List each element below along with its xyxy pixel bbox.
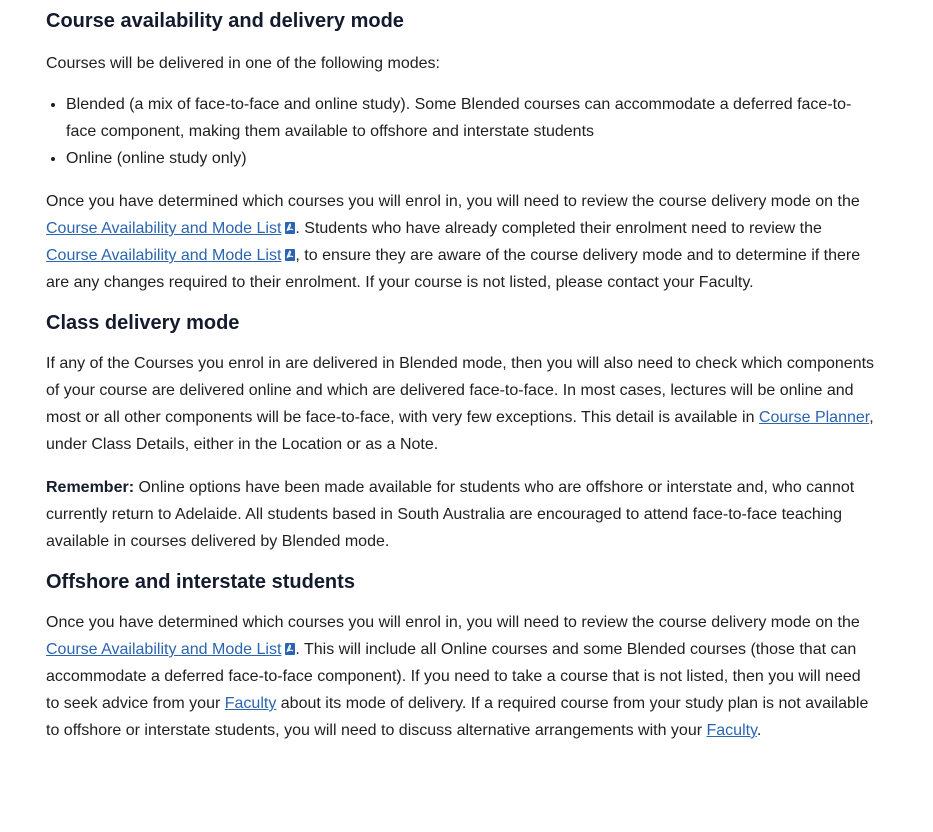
remember-paragraph [46, 474, 876, 555]
text: If any of the Courses you enrol in are delivered in Blended mode, then you will also need to check which components of your course are delivered online and which are delivered face-to-face. In most cases, lectures will be online and most or all other components will be face-to-face, with very few exceptions. This detail is available in [46, 355, 875, 426]
class-delivery-paragraph [46, 350, 876, 458]
heading-course-availability: Course availability and delivery mode [46, 10, 404, 32]
text: Once you have determined which courses you will enrol in, you will need to review the course delivery mode on the [46, 193, 860, 210]
text: . [756, 722, 762, 739]
course-availability-link[interactable]: Course Availability and Mode List [46, 247, 282, 264]
course-planner-link[interactable]: Course Planner [758, 409, 870, 426]
pdf-icon [285, 249, 295, 261]
remember-label: Remember: [46, 479, 135, 496]
heading-class-delivery: Class delivery mode [46, 312, 240, 334]
list-item-online: • Online (online study only) [66, 145, 876, 172]
text: about its mode of delivery. If a required course from your study plan is not available to offshore or interstate students, you will need to discuss alternative arrangements with your [46, 695, 869, 739]
list-item-blended: • Blended (a mix of face-to-face and online study). Some Blended courses can accommodate a deferred face-to-face component, making them available to offshore and interstate students [66, 91, 876, 145]
text: . Students who have already completed their enrolment need to review the [295, 220, 822, 237]
delivery-modes-list [46, 91, 876, 172]
offshore-paragraph [46, 609, 876, 744]
pdf-icon [285, 222, 295, 234]
heading-offshore-interstate: Offshore and interstate students [46, 571, 355, 593]
pdf-icon [285, 643, 295, 655]
course-availability-link[interactable]: Course Availability and Mode List [46, 641, 282, 658]
course-availability-link[interactable]: Course Availability and Mode List [46, 220, 282, 237]
faculty-link[interactable]: Faculty [706, 722, 757, 739]
text: Online options have been made available for students who are offshore or interstate and, who cannot currently return to Adelaide. All students based in South Australia are encouraged to attend face-to-face teaching available in courses delivered by Blended mode. [46, 479, 855, 550]
text: . This will include all Online courses and some Blended courses (those that can accommodate a deferred face-to-face component). If you need to take a course that is not listed, then you will need to seek advice from your [46, 641, 861, 712]
text: Once you have determined which courses you will enrol in, you will need to review the course delivery mode on the [46, 614, 860, 631]
main-content [46, 6, 876, 744]
faculty-link[interactable]: Faculty [224, 695, 277, 712]
text: , under Class Details, either in the Location or as a Note. [46, 409, 874, 453]
text: , to ensure they are aware of the course delivery mode and to determine if there are any changes required to their enrolment. If your course is not listed, please contact your Faculty. [46, 247, 861, 291]
modes-intro: Courses will be delivered in one of the following modes: [46, 55, 440, 72]
availability-paragraph [46, 188, 876, 296]
